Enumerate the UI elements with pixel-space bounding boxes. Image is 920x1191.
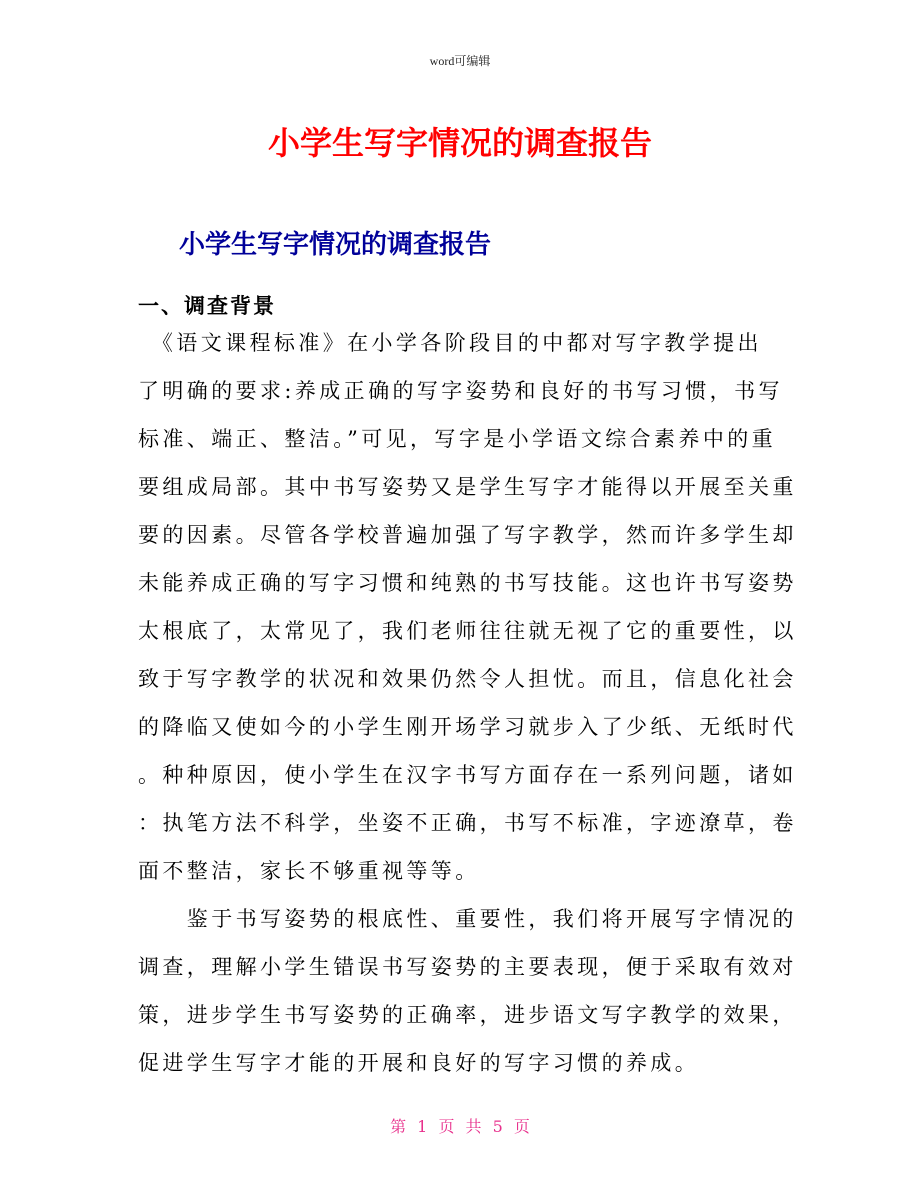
document-title: 小学生写字情况的调查报告 — [267, 124, 652, 162]
header-note: word可编辑 — [429, 54, 491, 68]
document-subtitle: 小学生写字情况的调查报告 — [179, 230, 492, 260]
paragraph-line: 调查，理解小学生错误书写姿势的主要表现，便于采取有效对 — [138, 955, 797, 979]
paragraph-line: 致于写字教学的状况和效果仍然令人担忧。而且，信息化社会 — [138, 667, 797, 691]
paragraph-line: 面不整洁，家长不够重视等等。 — [138, 859, 480, 883]
paragraph-line: 未能养成正确的写字习惯和纯熟的书写技能。这也许书写姿势 — [138, 571, 797, 595]
paragraph-line: 太根底了，太常见了，我们老师往往就无视了它的重要性，以 — [138, 619, 797, 643]
paragraph-line: 促进学生写字才能的开展和良好的写字习惯的养成。 — [138, 1051, 700, 1075]
paragraph-line: 标准、端正、整洁。”可见，写字是小学语文综合素养中的重 — [138, 427, 777, 451]
paragraph-line: 《语文课程标准》在小学各阶段目的中都对写字教学提出 — [138, 331, 762, 355]
paragraph-line: 策，进步学生书写姿势的正确率，进步语文写字教学的效果， — [138, 1003, 797, 1027]
paragraph-line: 。种种原因，使小学生在汉字书写方面存在一系列问题，诸如 — [138, 763, 797, 787]
paragraph-line: 的降临又使如今的小学生刚开场学习就步入了少纸、无纸时代 — [138, 715, 797, 739]
paragraph-line: 要的因素。尽管各学校普遍加强了写字教学，然而许多学生却 — [138, 523, 797, 547]
paragraph-line: 了明确的要求:养成正确的写字姿势和良好的书写习惯，书写 — [138, 379, 783, 403]
paragraph-line: ：执笔方法不科学，坐姿不正确，书写不标准，字迹潦草，卷 — [138, 811, 797, 835]
paragraph-line: 鉴于书写姿势的根底性、重要性，我们将开展写字情况的 — [138, 907, 797, 931]
page-indicator: 第 1 页 共 5 页 — [390, 1117, 530, 1136]
section-heading: 一、调查背景 — [138, 293, 276, 318]
paragraph-line: 要组成局部。其中书写姿势又是学生写字才能得以开展至关重 — [138, 475, 797, 499]
